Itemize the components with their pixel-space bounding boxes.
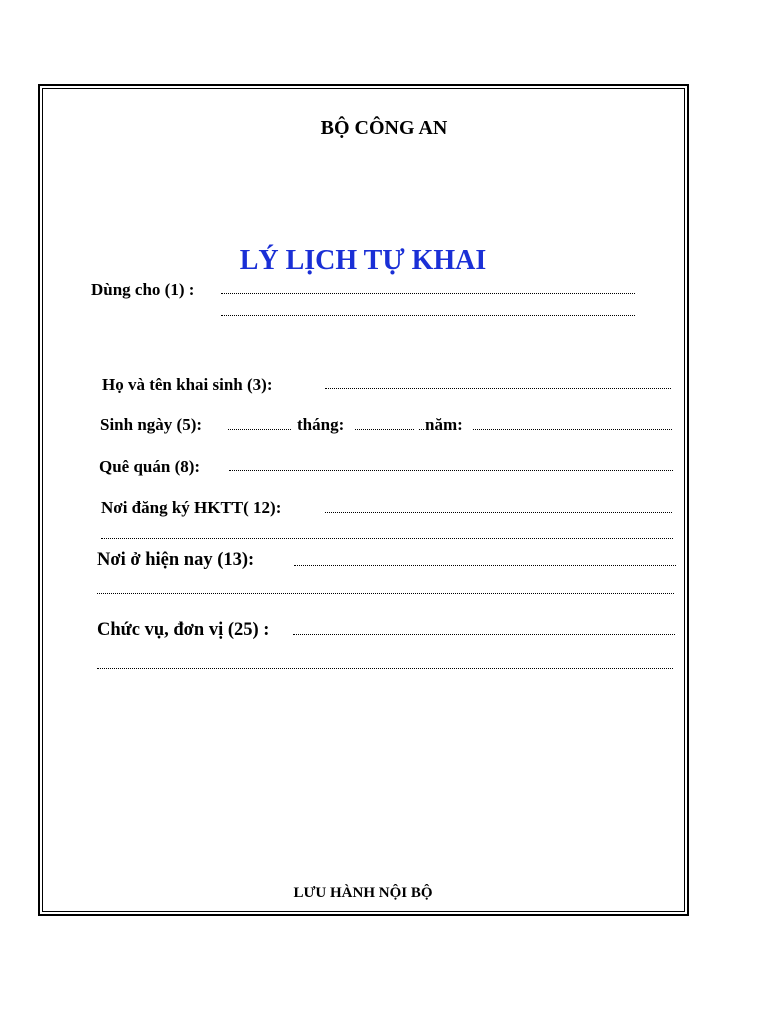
internal-circulation-note: LƯU HÀNH NỘI BỘ xyxy=(293,885,433,901)
ministry-heading: BỘ CÔNG AN xyxy=(320,117,448,139)
hometown-label: Quê quán (8): xyxy=(99,457,201,476)
birth-day-label: Sinh ngày (5): xyxy=(100,415,203,434)
used-for-line-1[interactable] xyxy=(221,293,635,294)
position-unit-line-1[interactable] xyxy=(293,634,675,635)
birth-month-label: tháng: xyxy=(297,415,345,434)
birth-day-line[interactable] xyxy=(228,429,291,430)
used-for-label: Dùng cho (1) : xyxy=(91,280,195,299)
birth-name-line[interactable] xyxy=(325,388,671,389)
birth-month-gap-dot xyxy=(419,429,424,430)
hometown-line[interactable] xyxy=(229,470,673,471)
registered-residence-line-2[interactable] xyxy=(101,538,673,539)
current-address-line-1[interactable] xyxy=(294,565,676,566)
document-title: LÝ LỊCH TỰ KHAI xyxy=(239,245,487,276)
position-unit-line-2[interactable] xyxy=(97,668,673,669)
registered-residence-line-1[interactable] xyxy=(325,512,672,513)
position-unit-label: Chức vụ, đơn vị (25) : xyxy=(97,620,270,640)
current-address-label: Nơi ở hiện nay (13): xyxy=(97,550,255,570)
birth-year-label: năm: xyxy=(425,415,463,434)
birth-month-line[interactable] xyxy=(355,429,414,430)
used-for-line-2[interactable] xyxy=(221,315,635,316)
birth-year-line[interactable] xyxy=(473,429,672,430)
registered-residence-label: Nơi đăng ký HKTT( 12): xyxy=(101,498,282,517)
birth-name-label: Họ và tên khai sinh (3): xyxy=(102,375,273,394)
current-address-line-2[interactable] xyxy=(97,593,674,594)
